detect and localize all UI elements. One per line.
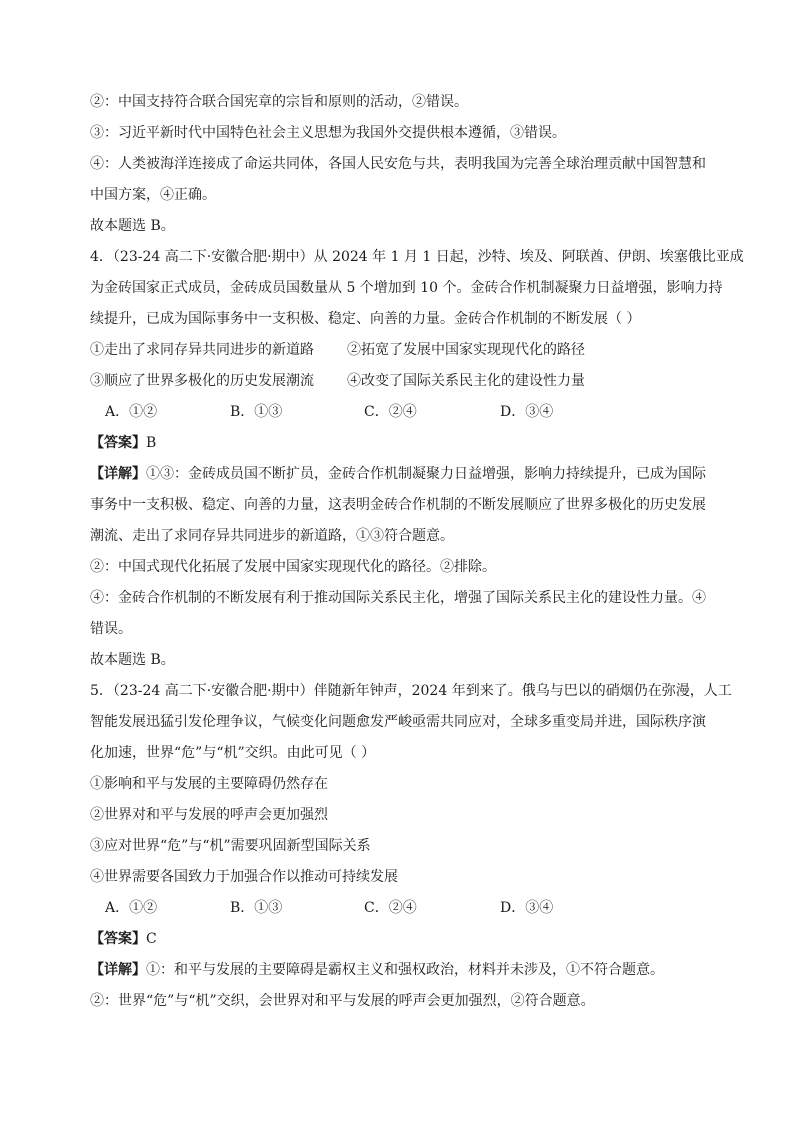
q4-answer-value: B bbox=[146, 435, 157, 451]
q4-choice-b: B．①③ bbox=[230, 404, 283, 420]
q4-stem-line-1: 4．（23-24 高二下·安徽合肥·期中）从 2024 年 1 月 1 日起，沙特、埃及、阿联酋、伊朗、埃塞俄比亚成 bbox=[90, 249, 744, 265]
q5-statement-4: ④世界需要各国致力于加强合作以推动可持续发展 bbox=[90, 869, 398, 885]
q4-detail-line-4: ②：中国式现代化拓展了发展中国家实现现代化的路径。②排除。 bbox=[90, 559, 496, 575]
q4-detail-line-3: 潮流、走出了求同存异共同进步的新道路，①③符合题意。 bbox=[90, 528, 454, 544]
q4-statements-row-1 bbox=[90, 340, 710, 360]
q5-stem-line-3: 化加速，世界“危”与“机”交织。由此可见（ ） bbox=[90, 745, 376, 761]
q4-statement-1: ①走出了求同存异共同进步的新道路 bbox=[90, 342, 314, 358]
q5-choice-a: A．①② bbox=[105, 900, 158, 916]
q5-detail-text-1: ①：和平与发展的主要障碍是霸权主义和强权政治，材料并未涉及，①不符合题意。 bbox=[146, 962, 664, 978]
q4-answer bbox=[90, 433, 710, 453]
q4-detail-line-5a: ④：金砖合作机制的不断发展有利于推动国际关系民主化，增强了国际关系民主化的建设性力量。④ bbox=[90, 590, 706, 606]
q5-stem-line-2: 智能发展迅猛引发伦理争议，气候变化问题愈发严峻亟需共同应对，全球多重变局并进，国际秩序演 bbox=[90, 714, 706, 730]
q5-detail-line-2: ②：世界“危”与“机”交织，会世界对和平与发展的呼声会更加强烈，②符合题意。 bbox=[90, 993, 595, 1009]
q5-statement-1: ①影响和平与发展的主要障碍仍然存在 bbox=[90, 776, 328, 792]
q4-choices bbox=[90, 402, 710, 422]
q4-detail-text-1: ①③：金砖成员国不断扩员，金砖合作机制凝聚力日益增强，影响力持续提升，已成为国际 bbox=[146, 466, 706, 482]
q4-statement-2: ②拓宽了发展中国家实现现代化的路径 bbox=[347, 342, 585, 358]
q4-detail-label: 【详解】 bbox=[90, 466, 146, 482]
q5-answer-label: 【答案】 bbox=[90, 931, 146, 947]
q4-choice-a: A．①② bbox=[105, 404, 158, 420]
prev-conclusion: 故本题选 B。 bbox=[90, 218, 175, 234]
q4-detail-line-5b: 错误。 bbox=[90, 621, 132, 637]
q5-answer bbox=[90, 929, 710, 949]
prev-analysis-line-3: ③：习近平新时代中国特色社会主义思想为我国外交提供根本遵循，③错误。 bbox=[90, 125, 566, 141]
q4-statement-3: ③顺应了世界多极化的历史发展潮流 bbox=[90, 373, 314, 389]
q4-stem-line-2: 为金砖国家正式成员，金砖成员国数量从 5 个增加到 10 个。金砖合作机制凝聚力日益增强，影响力持 bbox=[90, 280, 723, 296]
q5-detail-label: 【详解】 bbox=[90, 962, 146, 978]
prev-analysis-line-2: ②：中国支持符合联合国宪章的宗旨和原则的活动，②错误。 bbox=[90, 94, 468, 110]
prev-analysis-line-4b: 中国方案，④正确。 bbox=[90, 187, 216, 203]
q4-statement-4: ④改变了国际关系民主化的建设性力量 bbox=[347, 373, 585, 389]
q5-statement-2: ②世界对和平与发展的呼声会更加强烈 bbox=[90, 807, 328, 823]
q4-answer-label: 【答案】 bbox=[90, 435, 146, 451]
q5-choice-d: D．③④ bbox=[500, 900, 554, 916]
q4-detail-line-2: 事务中一支积极、稳定、向善的力量，这表明金砖合作机制的不断发展顺应了世界多极化的历史发展 bbox=[90, 497, 706, 513]
q4-choice-d: D．③④ bbox=[500, 404, 554, 420]
q4-stem-line-3: 续提升，已成为国际事务中一支积极、稳定、向善的力量。金砖合作机制的不断发展（ ） bbox=[90, 311, 641, 327]
q5-stem-line-1: 5．（23-24 高二下·安徽合肥·期中）伴随新年钟声，2024 年到来了。俄乌与巴以的硝烟仍在弥漫，人工 bbox=[90, 683, 732, 699]
q4-conclusion: 故本题选 B。 bbox=[90, 652, 175, 668]
q5-choices bbox=[90, 898, 710, 918]
q5-detail-line-1 bbox=[90, 960, 710, 980]
prev-analysis-line-4a: ④：人类被海洋连接成了命运共同体，各国人民安危与共，表明我国为完善全球治理贡献中国智慧和 bbox=[90, 156, 706, 172]
q5-choice-b: B．①③ bbox=[230, 900, 283, 916]
q5-statement-3: ③应对世界“危”与“机”需要巩固新型国际关系 bbox=[90, 838, 371, 854]
q4-statements-row-2 bbox=[90, 371, 710, 391]
q4-choice-c: C．②④ bbox=[364, 404, 417, 420]
q5-choice-c: C．②④ bbox=[364, 900, 417, 916]
q4-detail-line-1 bbox=[90, 464, 710, 484]
q5-answer-value: C bbox=[146, 931, 157, 947]
